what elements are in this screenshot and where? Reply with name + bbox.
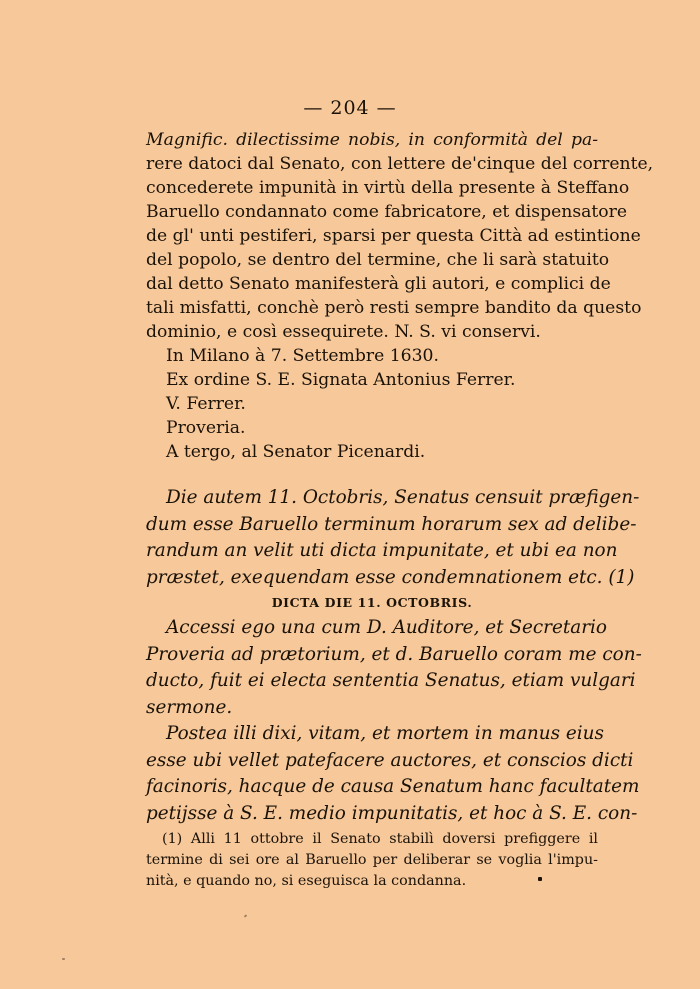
footnote-line: nità, e quando no, si eseguisca la condanna. xyxy=(146,873,467,889)
report-line: ducto, fuit ei electa sententia Senatus, etiam vulgari xyxy=(146,670,636,691)
letter-line: del popolo, se dentro del termine, che li sarà statuito xyxy=(146,250,610,270)
letter-line: dal detto Senato manifesterà gli autori, e complici de xyxy=(146,274,611,294)
letter-line: dominio, e così essequirete. N. S. vi conservi. xyxy=(146,322,541,342)
report-line: esse ubi vellet patefacere auctores, et conscios dicti xyxy=(146,749,634,771)
decree-paragraph xyxy=(146,485,640,591)
letter-closing-name: V. Ferrer. xyxy=(166,394,246,414)
letter-line: concederete impunità in virtù della presente à Steffano xyxy=(146,178,630,198)
footnote-line: termine di sei ore al Baruello per deliberar se voglia l'impu- xyxy=(146,852,598,868)
section-heading: DICTA DIE 11. OCTOBRIS. xyxy=(271,595,473,610)
page-number: — 204 — xyxy=(303,97,397,119)
report-line: sermone. xyxy=(146,696,233,718)
letter-closing-signatory: Ex ordine S. E. Signata Antonius Ferrer. xyxy=(166,370,516,390)
report-block xyxy=(146,615,642,827)
letter-line: Magnific. dilectissime nobis, in conformità del pa- xyxy=(146,130,598,150)
ink-mark xyxy=(538,877,542,881)
section-heading-block xyxy=(146,592,598,614)
letter-closing-secretary: Proveria. xyxy=(166,418,246,438)
footnote xyxy=(146,829,598,892)
report-line: facinoris, hacque de causa Senatum hanc facultatem xyxy=(146,776,640,797)
letter-line: Baruello condannato come fabricatore, et dispensatore xyxy=(146,202,628,222)
report-line: petijsse à S. E. medio impunitatis, et hoc à S. E. con- xyxy=(146,802,638,824)
letter-line: tali misfatti, conchè però resti sempre bandito da questo xyxy=(146,298,642,318)
paper-speck xyxy=(62,958,65,960)
letter-closing-address: A tergo, al Senator Picenardi. xyxy=(166,442,426,462)
decree-line: Die autem 11. Octobris, Senatus censuit præfigen- xyxy=(166,487,640,508)
report-line: Accessi ego una cum D. Auditore, et Secretario xyxy=(166,617,607,638)
decree-line: præstet, exequendam esse condemnationem etc. (1) xyxy=(146,566,635,588)
decree-line: dum esse Baruello terminum horarum sex ad delibe- xyxy=(146,513,637,535)
letter-closing-date: In Milano à 7. Settembre 1630. xyxy=(166,346,439,366)
report-line: Proveria ad prætorium, et d. Baruello coram me con- xyxy=(146,643,642,665)
letter-paragraph xyxy=(146,128,654,464)
paper-speck xyxy=(244,914,248,917)
letter-line: rere datoci dal Senato, con lettere de'cinque del corrente, xyxy=(146,154,654,174)
footnote-line: (1) Alli 11 ottobre il Senato stabilì doversi prefiggere il xyxy=(162,831,598,847)
letter-line: de gl' unti pestiferi, sparsi per questa Città ad estintione xyxy=(146,226,641,246)
report-line: Postea illi dixi, vitam, et mortem in manus eius xyxy=(166,723,604,744)
decree-line: randum an velit uti dicta impunitate, et ubi ea non xyxy=(146,540,618,561)
